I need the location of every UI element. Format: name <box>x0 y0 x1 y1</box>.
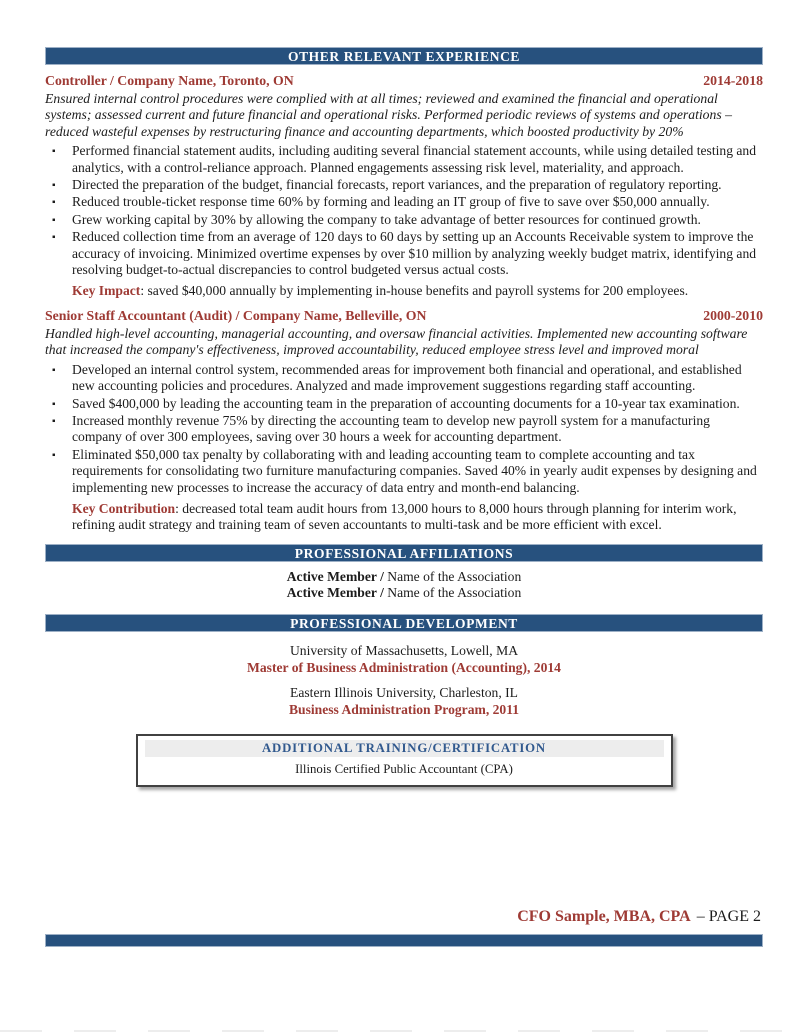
key-impact-line <box>72 283 763 299</box>
certification-box <box>136 734 673 787</box>
key-contribution-line <box>72 501 763 534</box>
key-contribution-text: : decreased total team audit hours from 13,000 hours to 8,000 hours through planning for interim work, refining audit strategy and training team of seven accountants to multi-task and be more efficient with excel. <box>72 500 737 533</box>
job-header <box>45 73 763 89</box>
bullet-item: ▪ Performed financial statement audits, including auditing several financial statement accounts, while using detailed testing and analytics, with a control-reliance approach. Planned engagements assessing risk level, materiality, and approach. <box>72 143 763 176</box>
resume-page <box>45 0 763 947</box>
job-bullet-list <box>45 143 763 278</box>
job-dates: 2014-2018 <box>703 73 763 88</box>
footer-bar <box>45 934 763 947</box>
key-contribution-label: Key Contribution <box>72 500 176 516</box>
affiliation-item <box>45 569 763 586</box>
job-summary: Ensured internal control procedures were complied with at all times; reviewed and examined the financial and operational systems; assessed current and future financial and operational risks. Performed periodic reviews of systems and operations – reduced wasteful expenses by restructuring finance and accounting departments, which boosted productivity by 20% <box>45 91 732 139</box>
bullet-item: ▪ Developed an internal control system, recommended areas for improvement both financial and operational, and established new accounting policies and procedures. Analyzed and made improvement suggestions regarding staff accounting. <box>72 362 763 395</box>
bullet-item: ▪ Directed the preparation of the budget, financial forecasts, report variances, and the preparation of regulatory reporting. <box>72 177 763 193</box>
key-impact-label: Key Impact <box>72 283 141 299</box>
bullet-item: ▪ Grew working capital by 30% by allowing the company to take advantage of better resources for continued growth. <box>72 212 763 228</box>
bullet-item: ▪ Saved $400,000 by leading the accounting team in the preparation of accounting documents for a 10-year tax examination. <box>72 396 763 412</box>
affiliations-list <box>45 569 763 602</box>
development-entry <box>45 642 763 676</box>
job-title: Senior Staff Accountant (Audit) / Company Name, Belleville, ON <box>45 307 427 323</box>
job-bullet-list <box>45 362 763 496</box>
bullet-item: ▪ Eliminated $50,000 tax penalty by collaborating with and leading accounting team to complete accounting and tax requirements for consolidating two furniture manufacturing companies. Saved 40% in yearly audit expenses by designing and implementing new processes to increase the accuracy of data entry and month-end balancing. <box>72 447 763 496</box>
development-list <box>45 642 763 718</box>
footer-line <box>45 907 763 927</box>
job-dates: 2000-2010 <box>703 307 763 323</box>
section-bar-professional-affiliations: PROFESSIONAL AFFILIATIONS <box>45 544 763 562</box>
scan-artifact-line <box>0 1030 800 1032</box>
development-entry <box>45 684 763 718</box>
job-title: Controller / Company Name, Toronto, ON <box>45 73 294 88</box>
footer-name: CFO Sample, MBA, CPA <box>517 907 691 925</box>
bullet-item: ▪ Reduced collection time from an average of 120 days to 60 days by setting up an Accounts Receivable system to improve the accuracy of invoicing. Minimized overtime expenses by over $10 million by analyzing weekly budget matrix, identifying and resolving budget-to-actual discrepancies to control budgeted versus actual costs. <box>72 229 763 278</box>
key-impact-text: : saved $40,000 annually by implementing in-house benefits and payroll systems for 200 employees. <box>140 283 689 299</box>
certification-item: Illinois Certified Public Accountant (CPA) <box>295 761 513 776</box>
bullet-item: ▪ Increased monthly revenue 75% by directing the accounting team to develop new payroll system for a manufacturing company of over 300 employees, saving over 30 hours a week for accounting department. <box>72 413 763 446</box>
affiliation-role: Active Member / <box>286 585 388 601</box>
bullet-item: ▪ Reduced trouble-ticket response time 60% by forming and leading an IT group of five to save over $50,000 annually. <box>72 194 763 210</box>
development-school: Eastern Illinois University, Charleston, IL <box>290 684 518 700</box>
affiliation-role: Active Member / <box>286 568 388 584</box>
development-program: Business Administration Program, 2011 <box>288 701 520 717</box>
job-header <box>45 308 763 324</box>
footer-page-number: – PAGE 2 <box>696 907 761 925</box>
job-summary: Handled high-level accounting, managerial accounting, and oversaw financial activities. Implemented new accounting software that increased the company's effectiveness, improved accountability, reduced employee stress level and improved moral <box>45 325 748 358</box>
affiliation-org: Name of the Association <box>387 568 522 584</box>
development-school: University of Massachusetts, Lowell, MA <box>289 642 519 658</box>
affiliation-org: Name of the Association <box>387 585 522 601</box>
certification-box-title: ADDITIONAL TRAINING/CERTIFICATION <box>145 740 664 757</box>
development-program: Master of Business Administration (Accounting), 2014 <box>247 659 561 675</box>
affiliation-item <box>45 585 763 602</box>
section-bar-professional-development: PROFESSIONAL DEVELOPMENT <box>45 614 763 632</box>
section-bar-other-relevant-experience: OTHER RELEVANT EXPERIENCE <box>45 47 763 65</box>
